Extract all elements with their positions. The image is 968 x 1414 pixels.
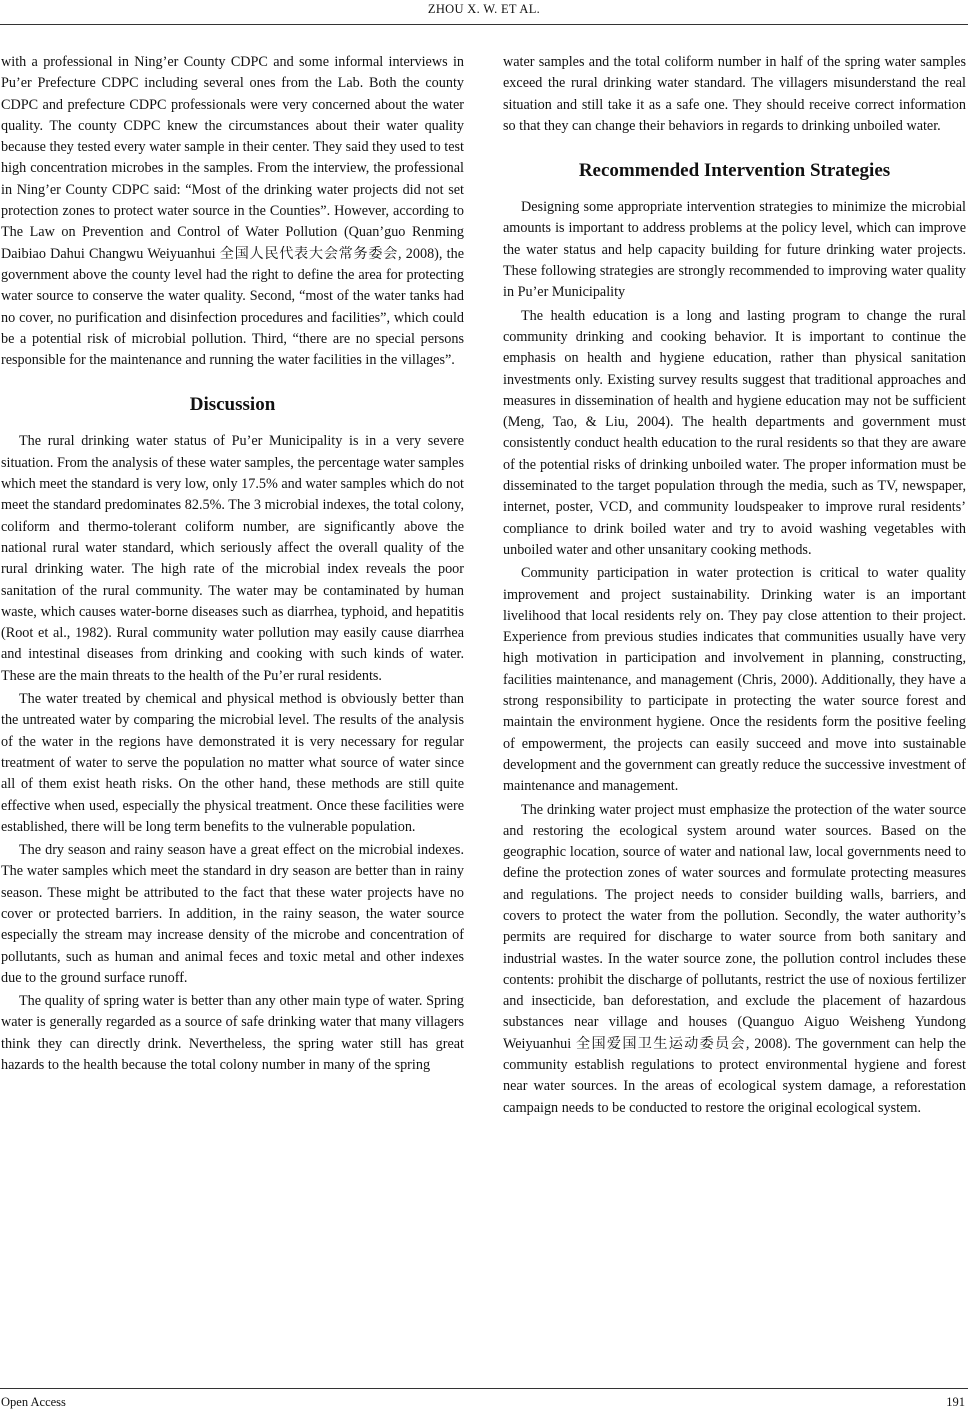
body-paragraph: The dry season and rainy season have a great effect on the microbial indexes. The water samples which meet the standard in dry season are better than in rainy season. These might be attributed to the fact that these water projects have no cover or protected barriers. In addition, in the rainy season, the water source especially the stream may increase density of the microbe and concentration of pollutants, such as human and animal feces and toxic metal and other indexes due to the ground surface runoff.: [1, 842, 464, 986]
body-paragraph: The rural drinking water status of Pu’er Municipality is in a very severe situation. From the analysis of these water samples, the percentage water samples which meet the standard is very low, only 17.5% and water samples which do not meet the standard predominates 82.5%. The 3 microbial indexes, the total colony, coliform and thermo-tolerant coliform number, are significantly above the national rural water standard, which seriously affect the overall quality of the rural drinking water. The high rate of the microbial index reveals the poor sanitation of the rural community. The water may be contaminated by human waste, which causes water-borne diseases such as diarrhea, typhoid, and hepatitis (Root et al., 1982). Rural community water pollution may easily cause diarrhea and intestinal diseases from drinking and cooking with such kinds of water. These are the main threats to the health of the Pu’er rural residents.: [1, 433, 464, 684]
body-paragraph: The drinking water project must emphasize the protection of the water source and restoring the ecological system around water sources. Based on the geographic location, source of water and national law, local governments need to define the protection zones of water sources and formulate protecting measures and regulations. The project needs to consider building walls, barriers, and covers to protect the water from the pollution. Secondly, the water authority’s permits are required for discharge to water source from both sanitary and industrial wastes. In the water source zone, the pollution control includes these contents: prohibit the discharge of pollutants, restrict the use of noxious fertilizer and insecticide, ban deforestation, and exclude the placement of hazardous substances near village and houses (Quanguo Aiguo Weisheng Yundong Weiyuanhui 全国爱国卫生运动委员会, 2008). The government can help the community establish regulations to protect environmental hygiene and forest near water sources. In the areas of ecological system damage, a reforestation campaign needs to be conducted to restore the original ecological system.: [503, 801, 966, 1116]
running-head: ZHOU X. W. ET AL.: [427, 2, 541, 16]
body-paragraph: Community participation in water protection is critical to water quality improvement and project sustainability. Drinking water is an important livelihood that local residents rely on. They pay close attention to their project. Experience from previous studies indicates that communities usually have very high motivation in participation and involvement in planning, constructing, facilities maintenance, and management (Chris, 2000). Additionally, they have a strong responsibility to participate in protecting the water source forest and maintain the environment hygiene. Once the residents form the positive feeling of empowerment, the projects can easily succeed and move into sustainable development and the government can greatly reduce the successive investment of maintenance and management.: [503, 565, 966, 795]
section-heading-recommended-intervention-strategies: Recommended Intervention Strategies: [578, 160, 891, 182]
body-paragraph: The water treated by chemical and physical method is obviously better than the untreated water by comparing the microbial level. The results of the analysis of the water in the regions have demonstrated it is very necessary for regular treatment of water to serve the population no matter what source of water since all of them exist heath risks. On the other hand, these methods are still quite effective when used, especially the physical treatment. Once these facilities were established, there will be long term benefits to the vulnerable population.: [1, 691, 464, 835]
body-paragraph: with a professional in Ning’er County CDPC and some informal interviews in Pu’er Prefecture CDPC including several ones from the Lab. Both the county CDPC and prefecture CDPC professionals were very concerned about the water quality. The county CDPC knew the circumstances about their water quality because they tested every water sample in their center. They said they used to test high concentration microbes in the samples. From the interview, the professional in Ning’er County CDPC said: “Most of the drinking water projects did not set protection zones to protect water source in the Counties”. However, according to The Law on Prevention and Control of Water Pollution (Quan’guo Renming Daibiao Dahui Changwu Weiyuanhui 全国人民代表大会常务委会, 2008), the government above the county level had the right to define the area for protecting water source to conserve the water quality. Second, “most of the water tanks had no cover, no purification and disinfection procedures and facilities”, which could be a potential risk of microbial pollution. Third, “there are no special persons responsible for the maintenance and running the water facilities in the villages”.: [1, 54, 464, 369]
section-heading-discussion: Discussion: [189, 394, 276, 416]
footer-rule: [0, 1388, 968, 1389]
header-rule: [0, 24, 968, 25]
page-number: 191: [946, 1395, 965, 1409]
body-paragraph: Designing some appropriate intervention strategies to minimize the microbial amounts is important to address problems at the policy level, which can improve the water status and help capacity building for future drinking water projects. These following strategies are strongly recommended to improving water quality in Pu’er Municipality: [503, 199, 966, 301]
body-paragraph: water samples and the total coliform number in half of the spring water samples exceed the rural drinking water standard. The villagers misunderstand the real situation and still take it as a safe one. They should receive correct information so that they can change their behaviors in regards to drinking unboiled water.: [503, 54, 966, 134]
left-column: [1, 52, 464, 1076]
footer-open-access: Open Access: [1, 1395, 66, 1409]
body-paragraph: The health education is a long and lasting program to change the rural community drinking and cooking behavior. It is important to continue the emphasis on health and hygiene education, rather than physical sanitation investments only. Existing survey results suggest that traditional approaches and measures in dissemination of health and hygiene education may not be sufficient (Meng, Tao, & Liu, 2004). The health departments and government must consistently conduct health education to the rural residents so that they are aware of the potential risks of drinking unboiled water. The proper information must be disseminated to the target population through the media, such as TV, newspaper, internet, poster, VCD, and community loudspeaker to improve rural residents’ compliance to drink boiled water and try to avoid washing vegetables with unboiled water and other unsanitary cooking methods.: [503, 307, 966, 558]
body-paragraph: The quality of spring water is better than any other main type of water. Spring water is generally regarded as a source of safe drinking water that many villagers think they can directly drink. Nevertheless, the spring water still has great hazards to the health because the total colony number in many of the spring: [1, 993, 464, 1074]
right-column: [503, 52, 966, 1119]
